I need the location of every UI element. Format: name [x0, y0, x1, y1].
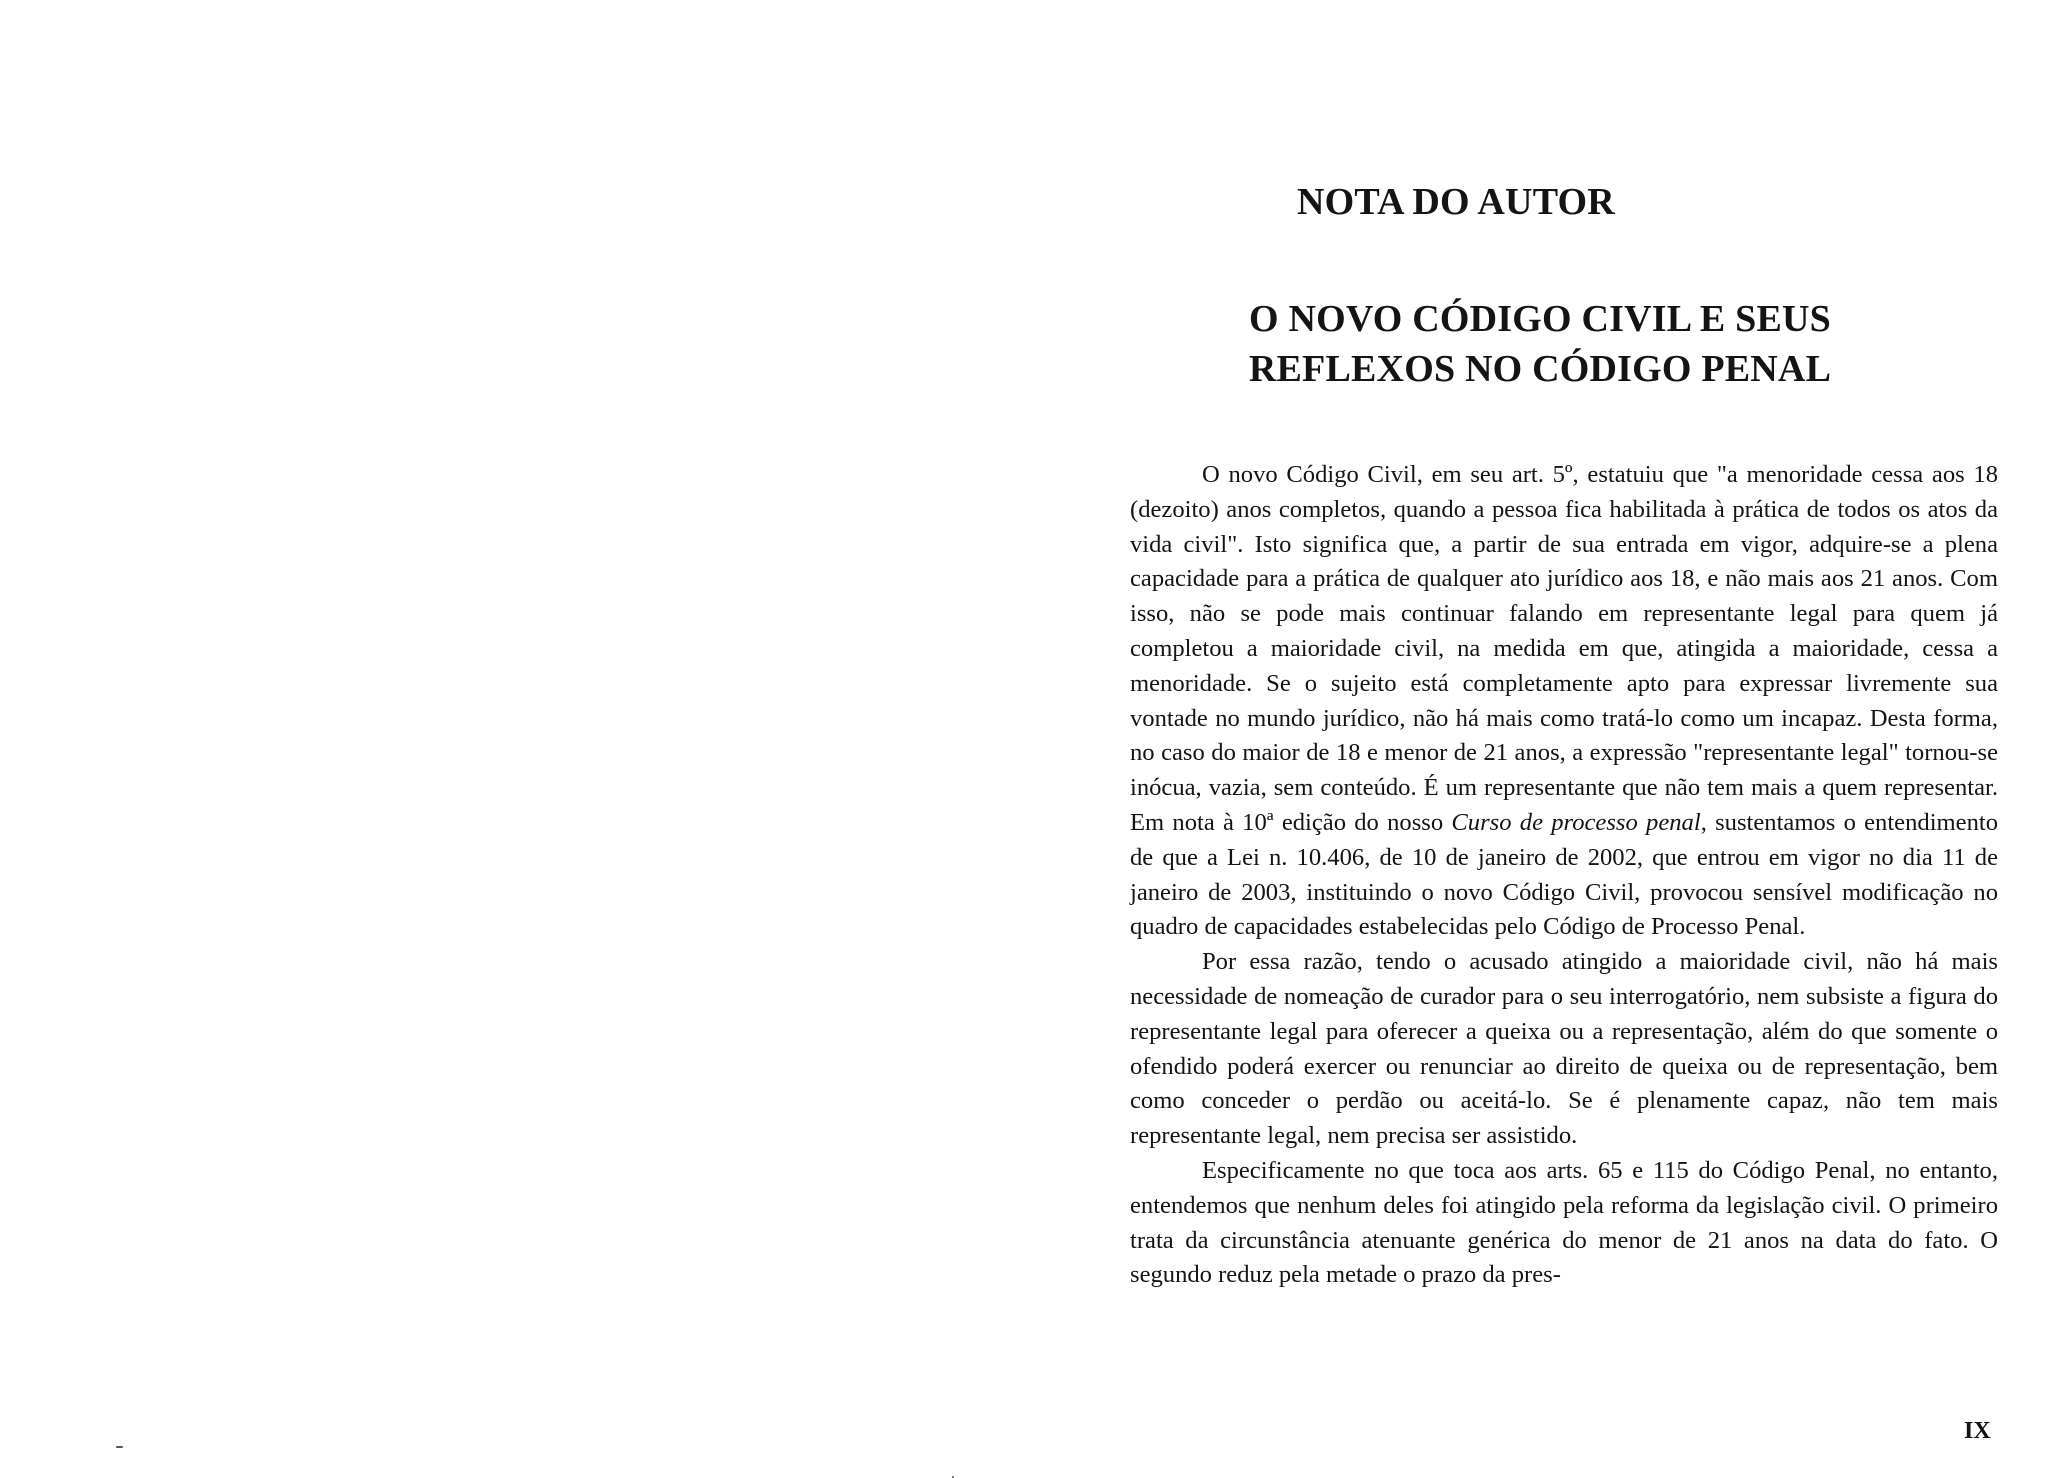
chapter-title — [1228, 294, 1852, 394]
section-label: NOTA DO AUTOR — [1297, 181, 1615, 223]
paragraph-1 — [1130, 458, 1998, 945]
chapter-title-line-2: REFLEXOS NO CÓDIGO PENAL — [1248, 348, 1832, 390]
right-page — [1024, 0, 2048, 1472]
paragraph-1-part-2: , sustentamos o entendimento de que a Lei n. 10.406, de 10 de janeiro de 2002, que entrou em vigor no dia 11 de janeiro de 2003, instituindo o novo Código Civil, provocou sensível modificação no quadro de capacidades estabelecidas pelo Código de Processo Penal. — [1130, 808, 1998, 941]
page-number: IX — [1964, 1418, 1991, 1444]
paragraph-1-part-1: O novo Código Civil, em seu art. 5º, estatuiu que "a menoridade cessa aos 18 (dezoito) anos completos, quando a pessoa fica habilitada à prática de todos os atos da vida civil". Isto significa que, a partir de sua entrada em vigor, adquire-se a plena capacidade para a prática de qualquer ato jurídico aos 18, e não mais aos 21 anos. Com isso, não se pode mais continuar falando em representante legal para quem já completou a maioridade civil, na medida em que, atingida a maioridade, cessa a menoridade. Se o sujeito está completamente apto para expressar livremente sua vontade no mundo jurídico, não há mais como tratá-lo como um incapaz. Desta forma, no caso do maior de 18 e menor de 21 anos, a expressão "representante legal" tornou-se inócua, vazia, sem conteúdo. É um representante que não tem mais a quem representar. Em nota à 10ª edição do nosso — [1130, 461, 1998, 836]
paragraph-3: Especificamente no que toca aos arts. 65 e 115 do Código Penal, no entanto, entendemos que nenhum deles foi atingido pela reforma da legislação civil. O primeiro trata da circunstância atenuante genérica do menor de 21 anos na data do fato. O segundo reduz pela metade o prazo da pres- — [1130, 1156, 1998, 1289]
body-text — [1130, 458, 1998, 1293]
left-page-blank — [0, 0, 1024, 1472]
scan-speck — [116, 1446, 123, 1448]
chapter-title-line-1: O NOVO CÓDIGO CIVIL E SEUS — [1249, 298, 1831, 340]
paragraph-2: Por essa razão, tendo o acusado atingido a maioridade civil, não há mais necessidade de nomeação de curador para o seu interrogatório, nem subsiste a figura do representante legal para oferecer a queixa ou a representação, além do que somente o ofendido poderá exercer ou renunciar ao direito de queixa ou de representação, bem como conceder o perdão ou aceitá-lo. Se é plenamente capaz, não tem mais representante legal, nem precisa ser assistido. — [1130, 948, 1998, 1150]
book-title-italic: Curso de processo penal — [1451, 808, 1701, 836]
